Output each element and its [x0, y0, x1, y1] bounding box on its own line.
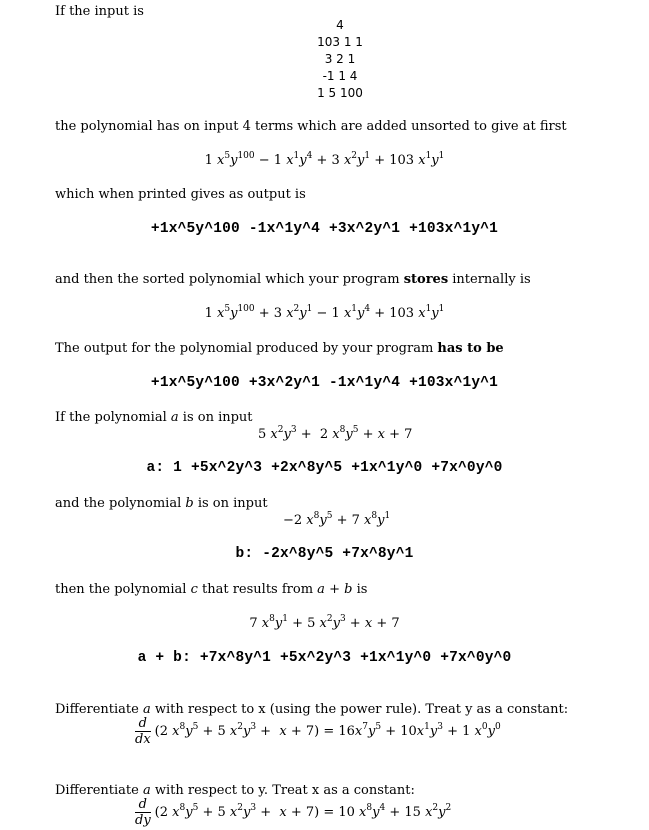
formula-sorted: 1 $x^5y^{100} + 3$ $x^2y^1 - 1$ $x^1y^4 + 103$ $x^1y^1$	[204, 304, 445, 321]
input-line: 3 2 1	[324, 52, 356, 66]
derivative-fraction: $\frac{d}{dy}$	[135, 797, 151, 828]
formula-poly-c: 7 $x^8y^1 + 5$ $x^2y^3 + x + 7$	[249, 614, 400, 631]
paragraph-unsorted: the polynomial has on input 4 terms which are added unsorted to give at first	[55, 119, 567, 134]
input-line: -1 1 4	[322, 69, 358, 83]
input-line: 103 1 1	[317, 35, 363, 49]
paragraph-sorted: and then the sorted polynomial which your program stores internally is	[55, 272, 531, 287]
poly-a-intro: If the polynomial a is on input	[55, 410, 253, 425]
diff-y-intro: Differentiate a with respect to y. Treat x as a constant:	[55, 783, 415, 798]
output-poly-b: b: -2x^8y^5 +7x^8y^1	[235, 546, 414, 562]
paragraph-output-rule: The output for the polynomial produced by your program has to be	[55, 341, 504, 356]
formula-poly-b: −2 $x^8y^5 + 7$ $x^8y^1$	[283, 511, 391, 528]
diff-x-intro: Differentiate a with respect to x (using the power rule). Treat y as a constant:	[55, 702, 569, 717]
formula-diff-x: $\frac{d}{dx}$ (2 $x^8y^5 + 5$ $x^2y^3 + x + 7) = 16x^7y^5 + 10x^1y^3 + 1$ $x^0y^0$	[135, 716, 501, 747]
paragraph-printed: which when printed gives as output is	[55, 187, 306, 202]
derivative-fraction: $\frac{d}{dx}$	[135, 716, 151, 747]
poly-b-intro: and the polynomial b is on input	[55, 496, 268, 511]
poly-c-intro: then the polynomial c that results from a + b is	[55, 582, 368, 597]
input-line: 1 5 100	[317, 86, 363, 100]
output-poly-a: a: 1 +5x^2y^3 +2x^8y^5 +1x^1y^0 +7x^0y^0	[146, 460, 503, 476]
input-line: 4	[336, 18, 344, 32]
formula-diff-y: $\frac{d}{dy}$ (2 $x^8y^5 + 5$ $x^2y^3 + x + 7) = 10$ $x^8y^4 + 15$ $x^2y^2$	[135, 797, 452, 828]
formula-poly-a: 5 $x^2y^3 + 2$ $x^8y^5 + x + 7$	[258, 425, 413, 442]
formula-unsorted: 1 $x^5y^{100} - 1$ $x^1y^4 + 3$ $x^2y^1 + 103$ $x^1y^1$	[204, 151, 445, 168]
output-sorted: +1x^5y^100 +3x^2y^1 -1x^1y^4 +103x^1y^1	[150, 375, 499, 391]
output-poly-c: a + b: +7x^8y^1 +5x^2y^3 +1x^1y^0 +7x^0y^0	[137, 650, 512, 666]
output-unsorted: +1x^5y^100 -1x^1y^4 +3x^2y^1 +103x^1y^1	[150, 221, 499, 237]
input-block	[300, 17, 380, 102]
intro-label: If the input is	[55, 4, 144, 19]
